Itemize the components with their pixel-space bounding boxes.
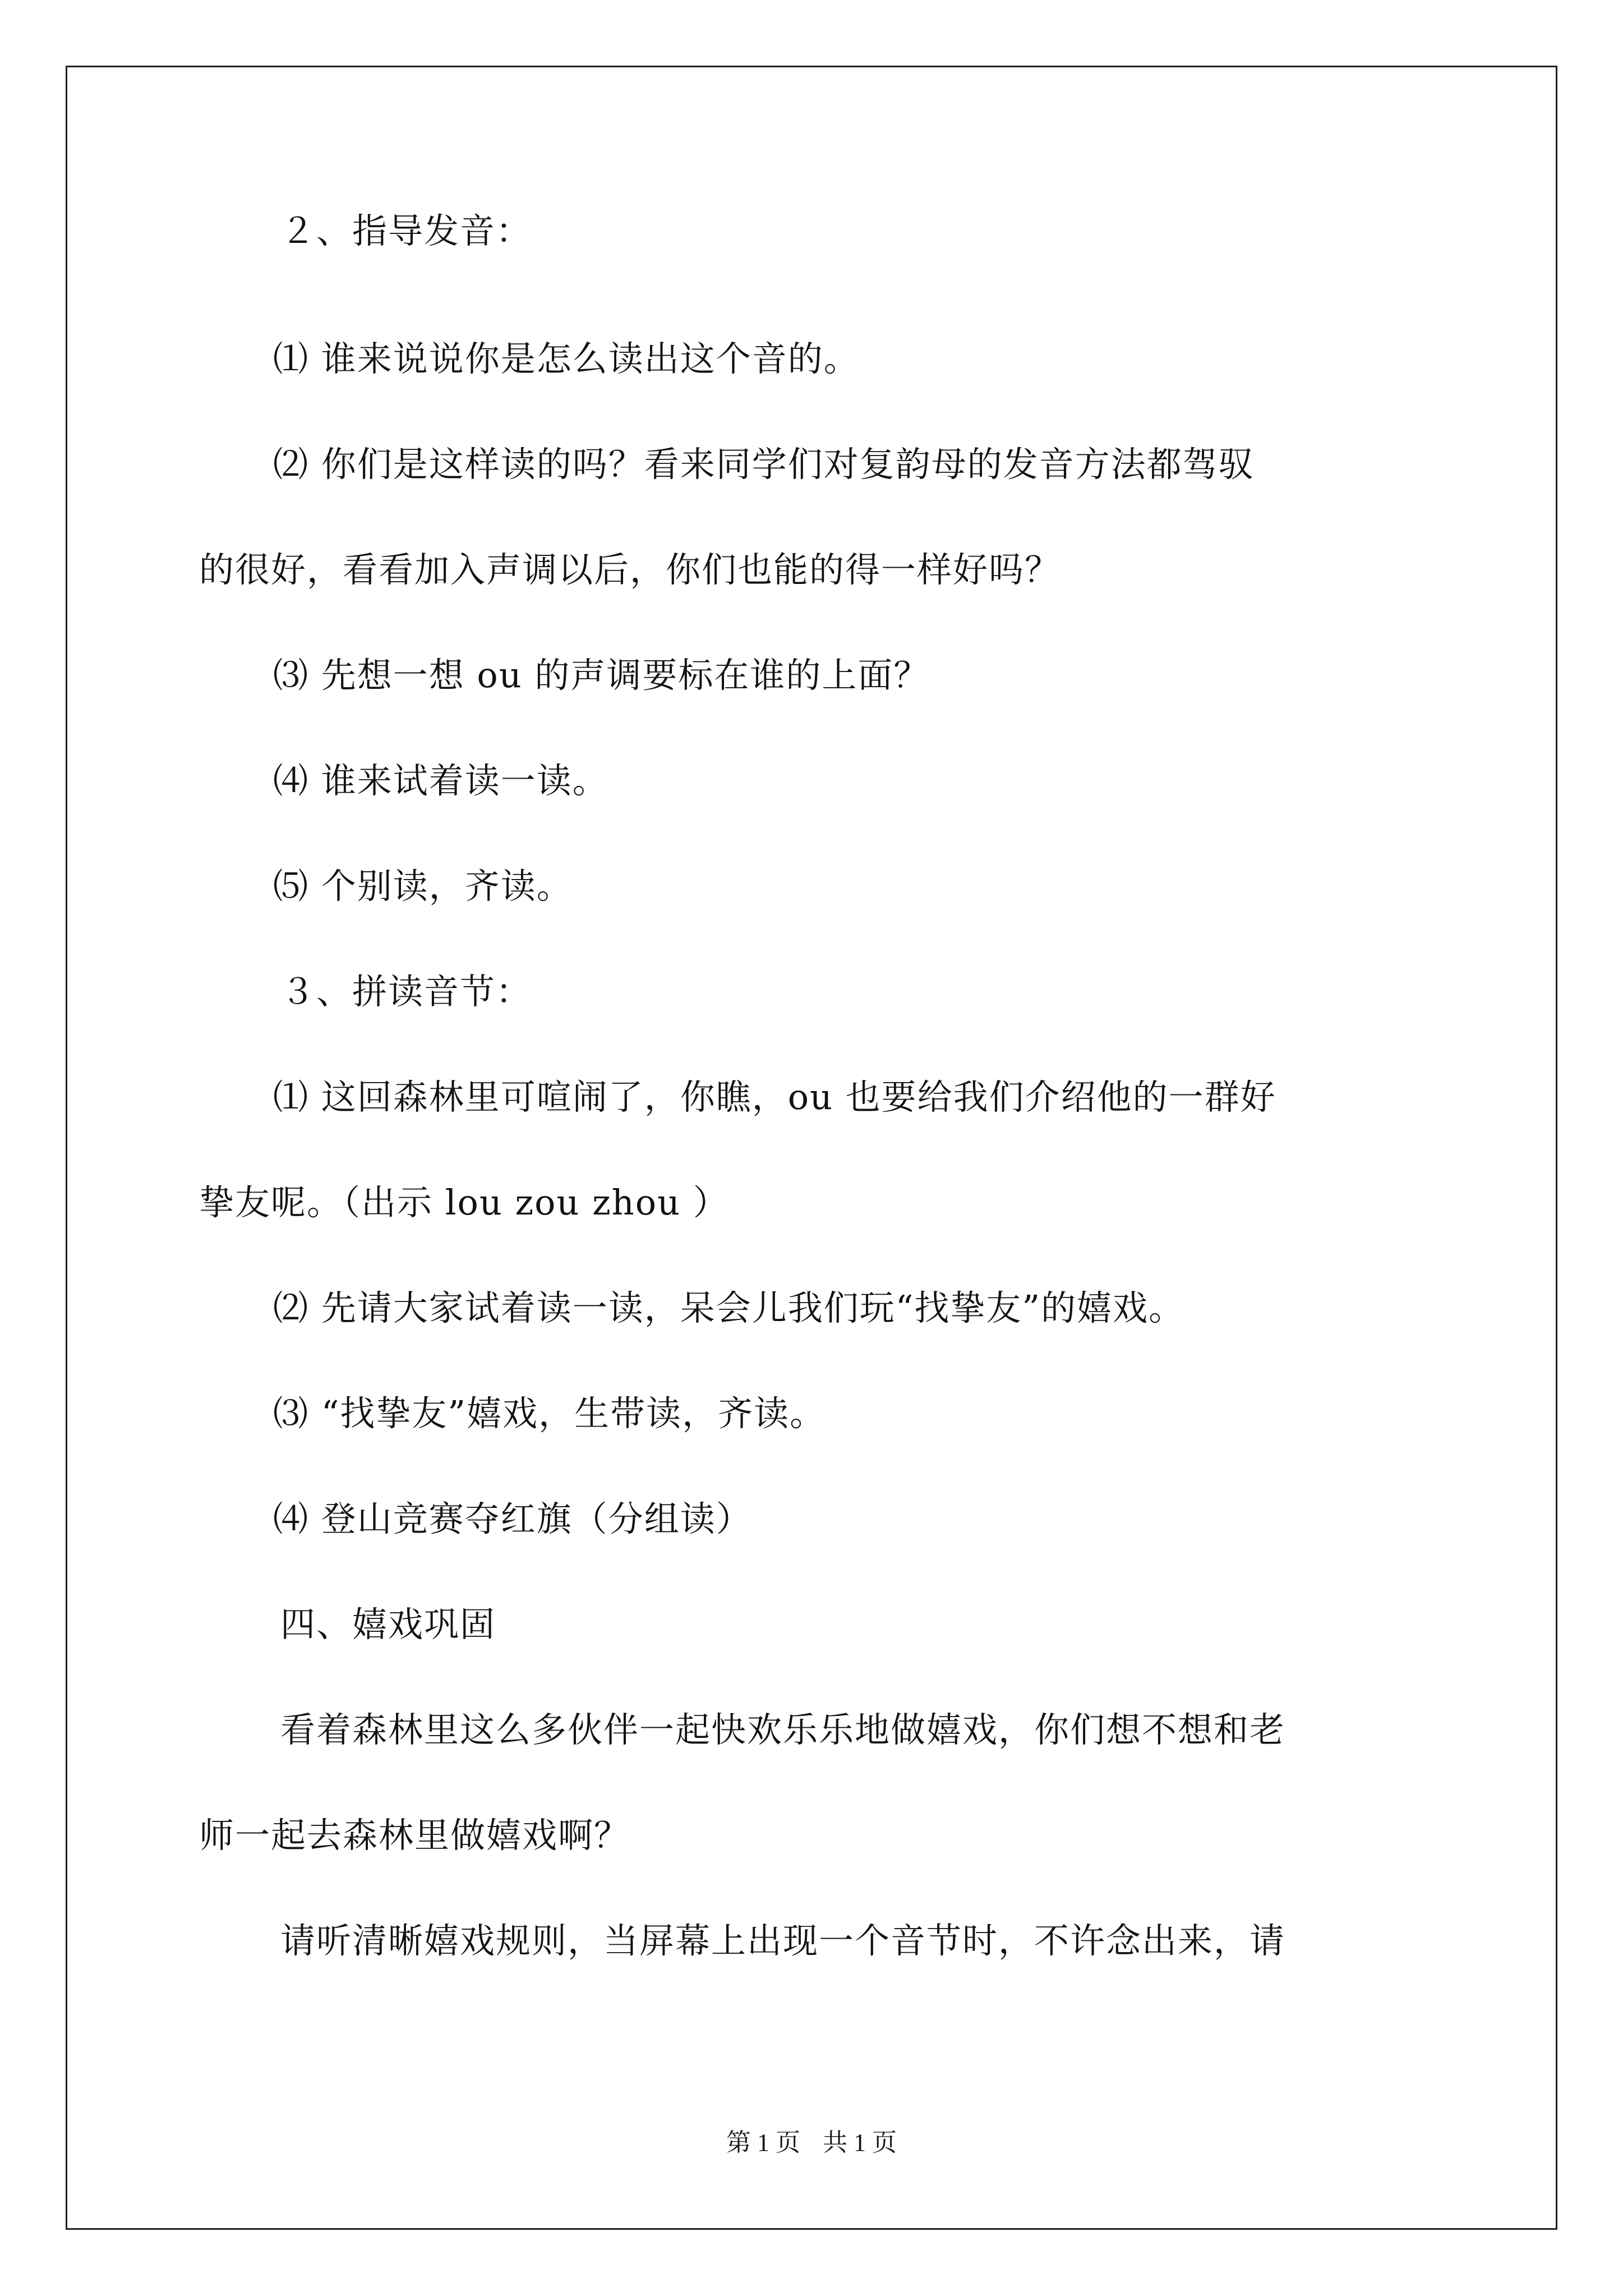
paragraph: ⑷ 谁来试着读一读。 <box>273 760 608 801</box>
paragraph: 请听清晰嬉戏规则，当屏幕上出现一个音节时，不许念出来，请 <box>280 1920 1286 1961</box>
page-footer <box>0 2127 1623 2159</box>
paragraph: ⑴ 这回森林里可喧闹了，你瞧，ou 也要给我们介绍他的一群好 <box>273 1076 1276 1117</box>
paragraph-continuation: 师一起去森林里做嬉戏啊？ <box>199 1815 630 1856</box>
paragraph: 看着森林里这么多伙伴一起快欢乐乐地做嬉戏，你们想不想和老 <box>280 1709 1286 1750</box>
page-number: 第 1 页 <box>726 2129 800 2156</box>
paragraph-heading-2: ２、指导发音： <box>280 210 532 251</box>
paragraph-continuation: 挚友呢。（出示 lou zou zhou ） <box>199 1182 729 1223</box>
paragraph: ⑵ 先请大家试着读一读，呆会儿我们玩“找挚友”的嬉戏。 <box>273 1287 1185 1328</box>
paragraph-continuation: 的很好，看看加入声调以后，你们也能的得一样好吗？ <box>199 549 1061 590</box>
page-total: 共 1 页 <box>823 2129 897 2156</box>
paragraph: ⑴ 谁来说说你是怎么读出这个音的。 <box>273 338 860 379</box>
section-heading: 四、嬉戏巩固 <box>280 1604 496 1645</box>
page-border <box>66 66 1557 2230</box>
paragraph: ⑷ 登山竞赛夺红旗（分组读） <box>273 1498 752 1539</box>
paragraph-heading-3: ３、拼读音节： <box>280 971 532 1012</box>
paragraph: ⑶ “找挚友”嬉戏，生带读，齐读。 <box>273 1393 826 1434</box>
paragraph: ⑶ 先想一想 ou 的声调要标在谁的上面？ <box>273 655 930 696</box>
paragraph: ⑵ 你们是这样读的吗？看来同学们对复韵母的发音方法都驾驭 <box>273 444 1255 485</box>
paragraph: ⑸ 个别读，齐读。 <box>273 866 573 907</box>
